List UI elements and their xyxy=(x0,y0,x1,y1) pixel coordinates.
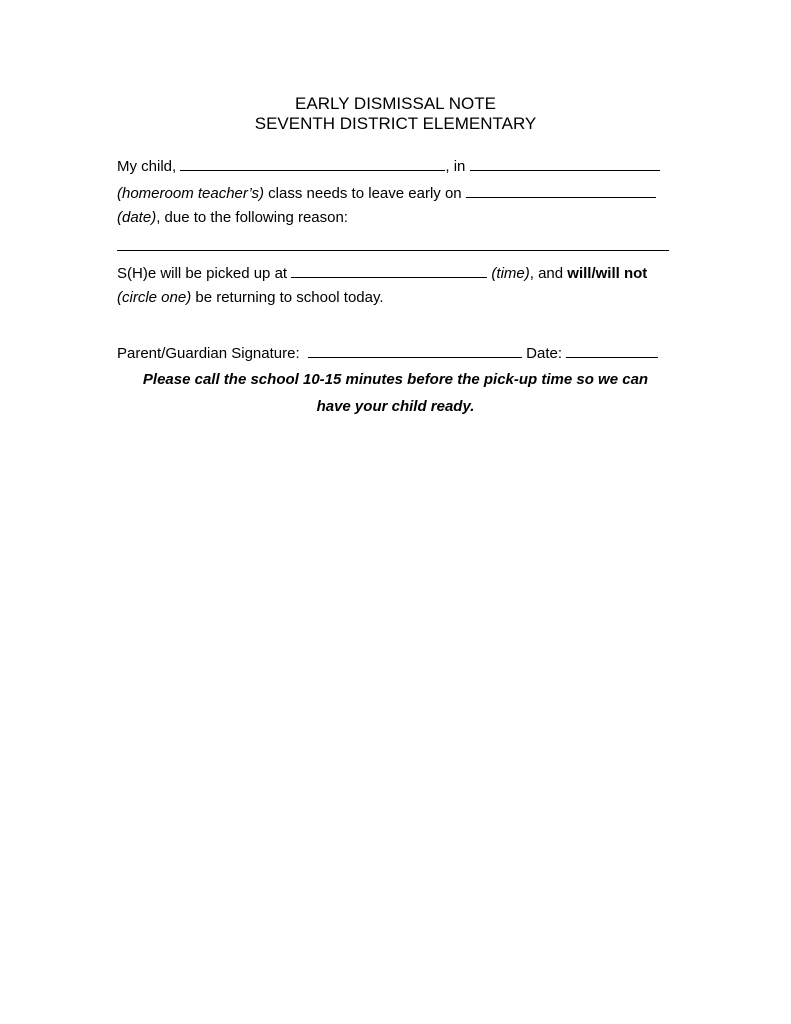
school-name: SEVENTH DISTRICT ELEMENTARY xyxy=(254,114,537,133)
date-hint: (date) xyxy=(117,209,157,226)
date-label: Date: xyxy=(526,345,562,362)
signature-line xyxy=(117,343,658,363)
reason-line xyxy=(117,209,348,227)
document-title: EARLY DISMISSAL NOTE xyxy=(295,94,496,113)
child-name-blank[interactable] xyxy=(180,156,445,171)
returning-line xyxy=(117,289,384,307)
signature-label: Parent/Guardian Signature: xyxy=(117,345,300,362)
reason-blank[interactable] xyxy=(117,250,669,251)
pickup-line xyxy=(117,263,647,283)
time-hint: (time) xyxy=(491,265,530,282)
due-to-label: , due to the following reason: xyxy=(156,209,348,226)
signature-blank[interactable] xyxy=(308,343,522,358)
pickup-time-blank[interactable] xyxy=(291,263,487,278)
class-needs-label: class needs to leave early on xyxy=(264,185,462,202)
notice-line-1: Please call the school 10-15 minutes before the pick-up time so we can xyxy=(142,371,649,388)
and-label: , and xyxy=(529,265,568,282)
my-child-label: My child, xyxy=(117,158,177,175)
teacher-blank[interactable] xyxy=(470,156,660,171)
dismissal-date-blank[interactable] xyxy=(466,183,656,198)
returning-label: be returning to school today. xyxy=(191,289,384,306)
picked-up-label: S(H)e will be picked up at xyxy=(117,265,288,282)
notice-line-2: have your child ready. xyxy=(316,398,475,415)
teacher-line xyxy=(117,183,656,203)
circle-one-hint: (circle one) xyxy=(117,289,192,306)
will-will-not-option[interactable]: will/will not xyxy=(567,265,648,282)
homeroom-label: (homeroom teacher’s) xyxy=(117,185,265,202)
signature-date-blank[interactable] xyxy=(566,343,658,358)
child-line xyxy=(117,156,660,176)
in-label: , in xyxy=(445,158,466,175)
